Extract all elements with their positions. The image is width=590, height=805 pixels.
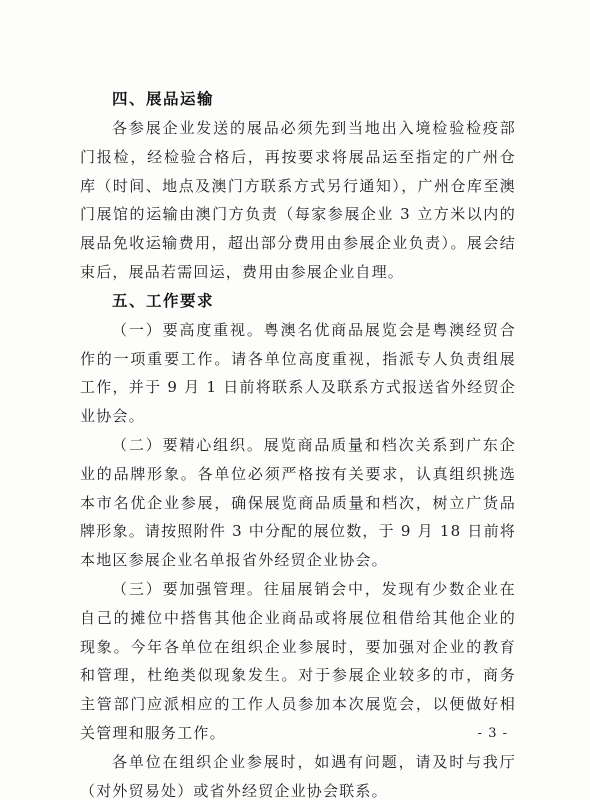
closing-paragraph: 各单位在组织企业参展时，如遇有问题，请及时与我厅（对外贸易处）或省外经贸企业协会联系。 bbox=[80, 752, 516, 800]
requirement-item-1: （一）要高度重视。粤澳名优商品展览会是粤澳经贸合作的一项重要工作。请各单位高度重视，指派专人负责组展工作，并于 9 月 1 日前将联系人及联系方式报送省外经贸企业协会。 bbox=[80, 320, 516, 426]
section-heading-transport: 四、展品运输 bbox=[112, 90, 215, 108]
transport-paragraph: 各参展企业发送的展品必须先到当地出入境检验检疫部门报检，经检验合格后，再按要求将展品运至指定的广州仓库（时间、地点及澳门方联系方式另行通知），广州仓库至澳门展馆的运输由澳门方负责（每家参展企业 3 立方米以内的展品免收运输费用，超出部分费用由参展企业负责）。展会结束后，展品若需回运，费用由参展企业自理。 bbox=[80, 119, 516, 281]
page-number: - 3 - bbox=[477, 726, 508, 741]
document-body bbox=[80, 85, 516, 805]
section-heading-requirements: 五、工作要求 bbox=[112, 291, 215, 310]
requirement-item-2: （二）要精心组织。展览商品质量和档次关系到广东企业的品牌形象。各单位必须严格按有关要求，认真组织挑选本市名优企业参展，确保展览商品质量和档次，树立广货品牌形象。请按照附件 3 中分配的展位数，于 9 月 18 日前将本地区参展企业名单报省外经贸企业协会。 bbox=[80, 435, 516, 570]
requirement-item-3: （三）要加强管理。往届展销会中，发现有少数企业在自己的摊位中搭售其他企业商品或将展位租借给其他企业的现象。今年各单位在组织企业参展时，要加强对企业的教育和管理，杜绝类似现象发生。对于参展企业较多的市，商务主管部门应派相应的工作人员参加本次展览会，以便做好相关管理和服务工作。 bbox=[80, 579, 516, 742]
